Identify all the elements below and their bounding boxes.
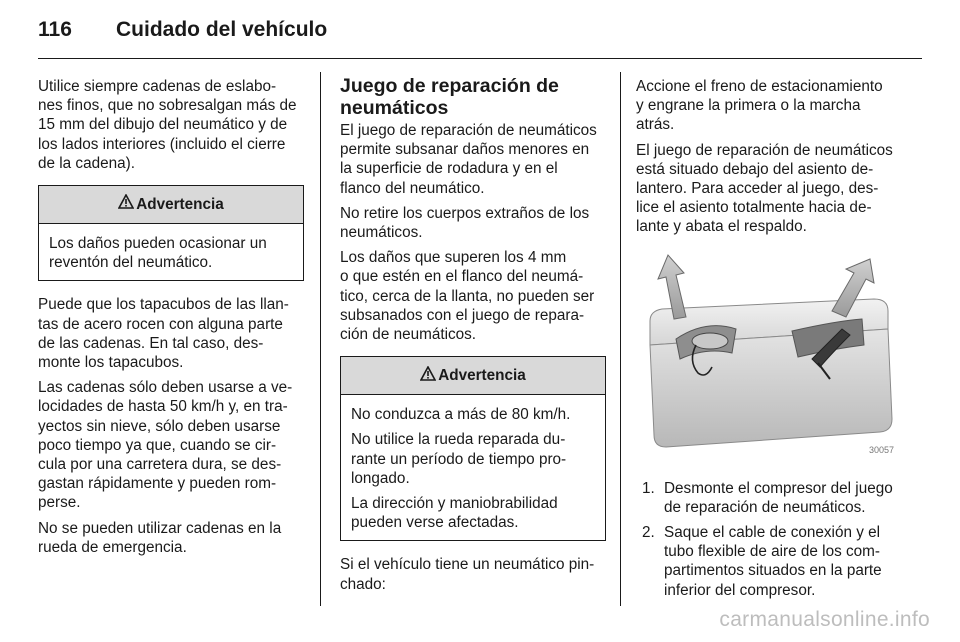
- warning-box: [38, 185, 304, 281]
- text-line: la superficie de rodadura y en el: [340, 160, 558, 178]
- warning-title: Advertencia: [136, 195, 224, 213]
- text-line: Si el vehículo tiene un neumático pin-: [340, 556, 595, 574]
- text-line: o que estén en el flanco del neumá-: [340, 268, 584, 286]
- text-line: partimentos situados en la parte: [664, 562, 882, 580]
- page-header: [38, 18, 327, 50]
- section-title: Cuidado del vehículo: [116, 18, 328, 41]
- watermark[interactable]: carmanualsonline.info: [719, 608, 930, 631]
- text-line: de la cadena).: [38, 154, 135, 172]
- text-line: No se pueden utilizar cadenas en la: [38, 519, 282, 537]
- text-line: El juego de reparación de neumáticos: [636, 141, 893, 159]
- text-line: los lados interiores (incluido el cierre: [38, 135, 286, 153]
- text-line: chado:: [340, 575, 386, 593]
- text-line: No utilice la rueda reparada du-: [351, 431, 566, 449]
- text-line: cula por una carretera dura, se des-: [38, 456, 282, 474]
- text-line: No retire los cuerpos extraños de los: [340, 204, 590, 222]
- text-line: Los daños que superen los 4 mm: [340, 249, 567, 267]
- speed-paragraph: [38, 378, 304, 512]
- text-line: Las cadenas sólo deben usarse a ve-: [38, 379, 293, 397]
- text-line: reventón del neumático.: [49, 254, 213, 272]
- warning-body: [341, 395, 605, 540]
- text-line: tas de acero rocen con alguna parte: [38, 315, 283, 333]
- warning-line: [351, 494, 595, 532]
- text-line: tubo flexible de aire de los com-: [664, 543, 880, 561]
- warning-triangle-icon: [118, 194, 134, 214]
- column-1: [38, 77, 304, 563]
- instruction-steps: [642, 479, 906, 600]
- text-line: lantero. Para acceder al juego, des-: [636, 180, 879, 198]
- text-line: neumáticos.: [340, 224, 423, 242]
- warning-line: [351, 405, 595, 424]
- text-line: atrás.: [636, 116, 675, 134]
- repair-kit-illustration: [636, 249, 900, 465]
- text-line: rueda de emergencia.: [38, 538, 187, 556]
- text-line: longado.: [351, 469, 410, 487]
- warning-line: [351, 430, 595, 488]
- step-text: [664, 479, 906, 517]
- warning-box: [340, 356, 606, 541]
- text-line: lice el asiento totalmente hacia de-: [636, 199, 872, 217]
- text-line: está situado debajo del asiento de-: [636, 160, 874, 178]
- intro-paragraph: [38, 77, 304, 173]
- text-line: tico, cerca de la llanta, no pueden ser: [340, 287, 595, 305]
- warning-body: [39, 224, 303, 280]
- text-line: yectos sin nieve, sólo deben usarse: [38, 417, 281, 435]
- text-line: gastan rápidamente y pueden rom-: [38, 475, 277, 493]
- warning-triangle-icon: [420, 366, 436, 386]
- parking-brake-paragraph: [636, 77, 906, 135]
- text-line: inferior del compresor.: [664, 581, 816, 599]
- flat-tyre-paragraph: [340, 555, 606, 593]
- column-2: [340, 77, 606, 600]
- step-item: [642, 523, 906, 600]
- text-line: El juego de reparación de neumáticos: [340, 122, 597, 139]
- text-line: locidades de hasta 50 km/h y, en tra-: [38, 398, 288, 416]
- section-heading: [340, 75, 606, 119]
- text-line: perse.: [38, 494, 81, 512]
- page-number: 116: [38, 18, 72, 41]
- text-line: rante un período de tiempo pro-: [351, 450, 567, 468]
- step-text: [664, 523, 906, 600]
- text-line: pueden verse afectadas.: [351, 514, 519, 532]
- foreign-objects-paragraph: [340, 204, 606, 242]
- text-line: Desmonte el compresor del juego: [664, 479, 893, 497]
- text-line: 15 mm del dibujo del neumático y de: [38, 116, 288, 134]
- text-line: permite subsanar daños menores en: [340, 141, 590, 159]
- column-3: [636, 77, 906, 606]
- header-rule: [38, 58, 922, 59]
- warning-header: [39, 186, 303, 224]
- text-line: Accione el freno de estacionamiento: [636, 78, 883, 95]
- spare-wheel-paragraph: [38, 519, 304, 557]
- kit-location-paragraph: [636, 141, 906, 237]
- text-line: de las cadenas. En tal caso, des-: [38, 334, 264, 352]
- text-line: monte los tapacubos.: [38, 354, 184, 372]
- heading-line: Juego de reparación de: [340, 75, 559, 97]
- column-divider-2: [620, 72, 621, 606]
- step-item: [642, 479, 906, 517]
- text-line: lante y abata el respaldo.: [636, 218, 807, 236]
- text-line: poco tiempo ya que, cuando se cir-: [38, 436, 277, 454]
- text-line: No conduzca a más de 80 km/h.: [351, 406, 571, 424]
- text-line: Utilice siempre cadenas de eslabo-: [38, 78, 277, 95]
- text-line: subsanados con el juego de repara-: [340, 306, 585, 324]
- step-number: 1.: [642, 479, 655, 497]
- text-line: Los daños pueden ocasionar un: [49, 235, 267, 253]
- warning-header: [341, 357, 605, 395]
- text-line: Puede que los tapacubos de las llan-: [38, 296, 289, 314]
- hubcap-paragraph: [38, 295, 304, 372]
- repair-kit-drawing: [636, 249, 900, 465]
- text-line: Saque el cable de conexión y el: [664, 524, 881, 542]
- step-number: 2.: [642, 524, 655, 542]
- text-line: de reparación de neumáticos.: [664, 498, 866, 516]
- text-line: nes finos, que no sobresalgan más de: [38, 97, 297, 115]
- text-line: La dirección y maniobrabilidad: [351, 495, 558, 513]
- figure-number: 30057: [868, 445, 894, 456]
- text-line: y engrane la primera o la marcha: [636, 97, 861, 115]
- column-divider-1: [320, 72, 321, 606]
- text-line: ción de neumáticos.: [340, 326, 477, 344]
- warning-title: Advertencia: [438, 367, 526, 385]
- repair-kit-paragraph: [340, 121, 606, 198]
- text-line: flanco del neumático.: [340, 179, 485, 197]
- heading-line: neumáticos: [340, 97, 449, 119]
- damage-limit-paragraph: [340, 248, 606, 344]
